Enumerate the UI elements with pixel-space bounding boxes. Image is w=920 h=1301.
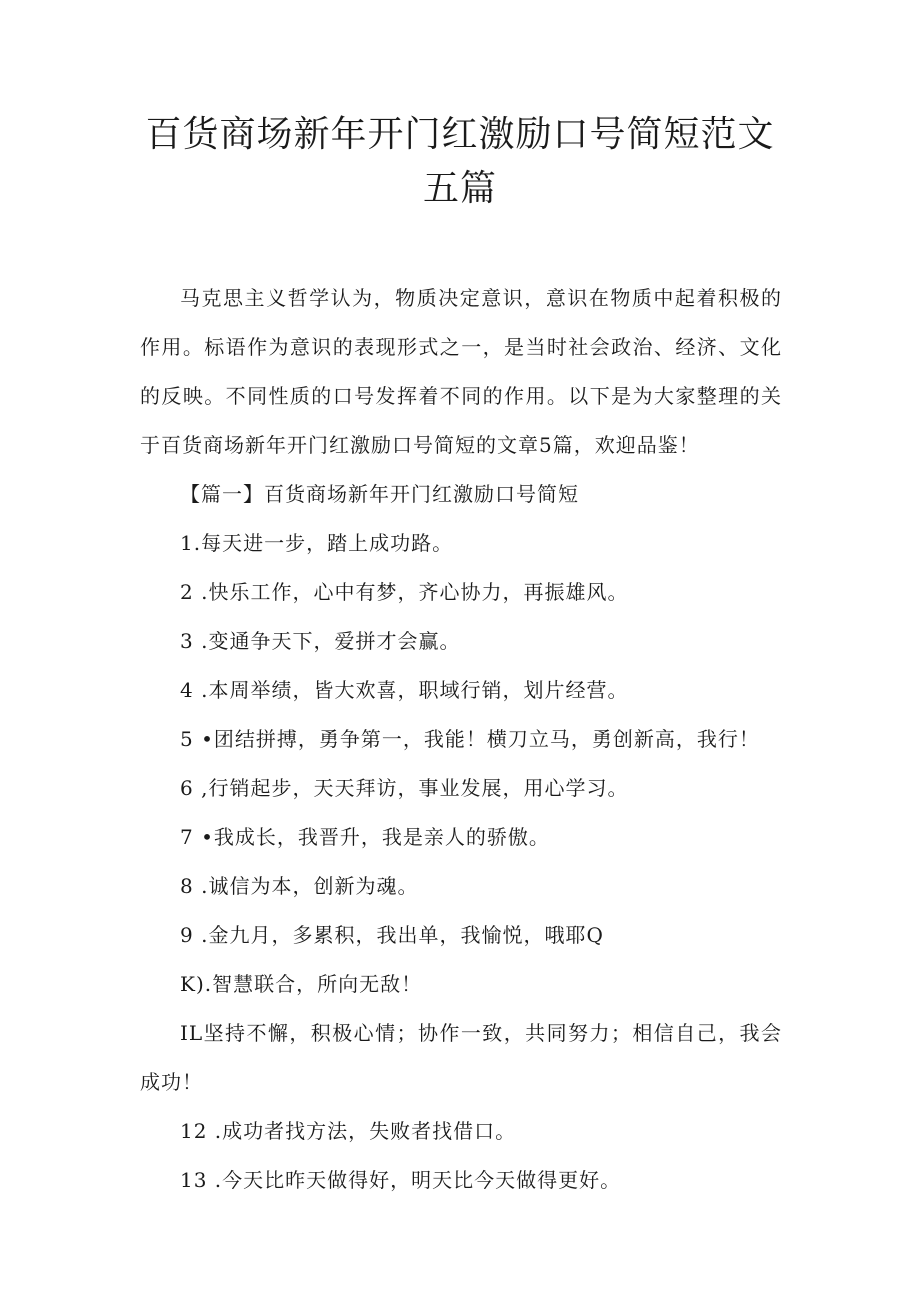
document-title: 百货商场新年开门红激励口号简短范文五篇 <box>145 114 775 209</box>
slogan-item: 13 .今天比昨天做得好，明天比今天做得更好。 <box>180 1168 622 1192</box>
slogan-item: 3 .变通争天下，爱拼才会赢。 <box>180 629 461 653</box>
slogan-item: 5 •团结拼搏，勇争第一，我能！横刀立马，勇创新高，我行！ <box>180 727 760 751</box>
slogan-item: 2 .快乐工作，心中有梦，齐心协力，再振雄风。 <box>180 580 629 604</box>
slogan-item: K).智慧联合，所向无敌！ <box>180 972 423 996</box>
slogan-item: 12 .成功者找方法，失败者找借口。 <box>180 1119 517 1143</box>
slogan-item: IL坚持不懈，积极心情；协作一致，共同努力；相信自己，我会成功！ <box>140 1021 782 1094</box>
section-heading: 【篇一】百货商场新年开门红激励口号简短 <box>180 482 579 506</box>
slogan-item: 4 .本周举绩，皆大欢喜，职域行销，划片经营。 <box>180 678 629 702</box>
slogan-item: 6 ,行销起步，天天拜访，事业发展，用心学习。 <box>180 776 629 800</box>
intro-paragraph: 马克思主义哲学认为，物质决定意识，意识在物质中起着积极的作用。标语作为意识的表现形式之一，是当时社会政治、经济、文化的反映。不同性质的口号发挥着不同的作用。以下是为大家整理的关于百货商场新年开门红激励口号简短的文章5篇，欢迎品鉴！ <box>140 286 782 457</box>
document-body <box>140 274 782 1205</box>
slogan-item: 9 .金九月，多累积，我出单，我愉悦，哦耶Q <box>180 923 604 947</box>
slogan-item: 1.每天进一步，踏上成功路。 <box>180 531 454 555</box>
slogan-item: 7 •我成长，我晋升，我是亲人的骄傲。 <box>180 825 550 849</box>
slogan-item: 8 .诚信为本，创新为魂。 <box>180 874 419 898</box>
